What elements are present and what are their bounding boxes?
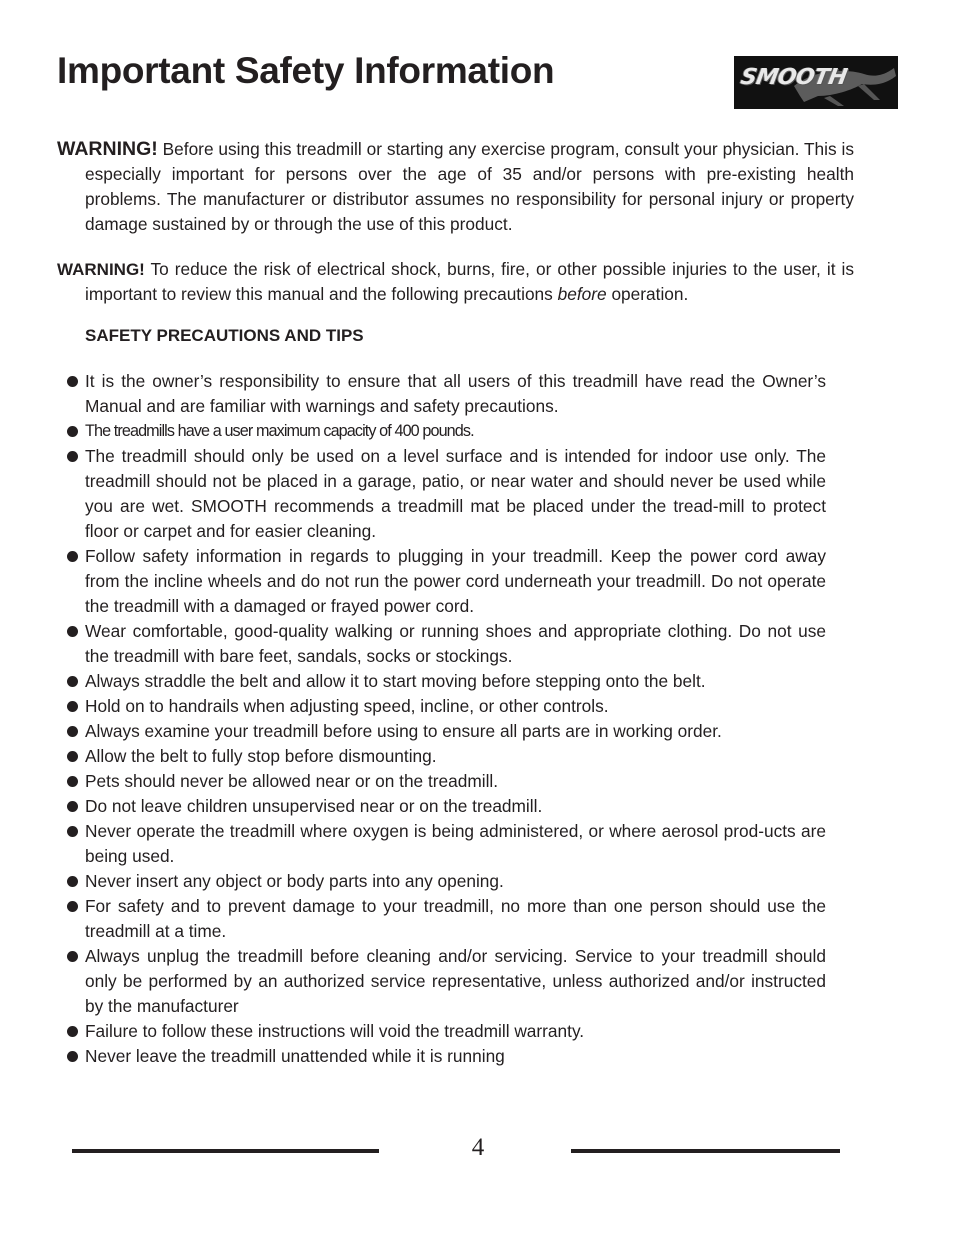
tip-text: Always straddle the belt and allow it to start moving before stepping onto the belt.	[85, 671, 706, 691]
tip-text: Do not leave children unsupervised near or on the treadmill.	[85, 796, 543, 816]
tip-text: Always examine your treadmill before using to ensure all parts are in working order.	[85, 721, 722, 741]
page-number: 4	[471, 1134, 485, 1161]
bullet-icon	[67, 826, 78, 837]
bullet-icon	[67, 676, 78, 687]
list-item	[66, 1019, 826, 1044]
tip-text: Never leave the treadmill unattended while it is running	[85, 1046, 505, 1066]
list-item	[66, 744, 826, 769]
warning-emphasis: before	[557, 284, 607, 304]
footer-rule-right	[571, 1149, 840, 1153]
smooth-logo	[734, 56, 898, 109]
warning-text: To reduce the risk of electrical shock, burns, fire, or other possible injuries to the user, it is important to review this manual and the following precautions	[85, 259, 854, 304]
tip-text: The treadmills have a user maximum capacity of 400 pounds.	[85, 422, 474, 440]
bullet-icon	[67, 751, 78, 762]
bullet-icon	[67, 701, 78, 712]
logo-text: SMOOTH	[738, 65, 849, 90]
bullet-icon	[67, 551, 78, 562]
list-item	[66, 669, 826, 694]
warning-electrical	[57, 257, 854, 307]
warning-general	[57, 137, 854, 237]
safety-tips-list	[66, 369, 826, 1069]
list-item	[66, 1044, 826, 1069]
list-item	[66, 694, 826, 719]
bullet-icon	[67, 1051, 78, 1062]
tip-text: Allow the belt to fully stop before dismounting.	[85, 746, 437, 766]
tip-text: Never operate the treadmill where oxygen is being administered, or where aerosol prod-ucts are being used.	[85, 821, 826, 866]
bullet-icon	[67, 626, 78, 637]
tip-text: It is the owner’s responsibility to ensure that all users of this treadmill have read the Owner’s Manual and are familiar with warnings and safety precautions.	[85, 371, 826, 416]
page-title: Important Safety Information	[57, 50, 555, 91]
tip-text: Failure to follow these instructions will void the treadmill warranty.	[85, 1021, 585, 1041]
footer-rule-left	[72, 1149, 379, 1153]
bullet-icon	[67, 876, 78, 887]
list-item	[66, 369, 826, 419]
list-item	[66, 869, 826, 894]
warning-label: WARNING!	[57, 138, 158, 160]
tip-text: The treadmill should only be used on a level surface and is intended for indoor use only. The treadmill should not be placed in a garage, patio, or near water and should never be used while you are wet. SMOOTH recommends a treadmill mat be placed under the tread-mill to protect floor or carpet and for easier cleaning.	[85, 446, 826, 541]
bullet-icon	[67, 901, 78, 912]
bullet-icon	[67, 726, 78, 737]
section-heading: SAFETY PRECAUTIONS AND TIPS	[85, 326, 364, 345]
tip-text: Pets should never be allowed near or on the treadmill.	[85, 771, 499, 791]
bullet-icon	[67, 776, 78, 787]
list-item	[66, 769, 826, 794]
list-item	[66, 944, 826, 1019]
tip-text: Wear comfortable, good-quality walking or running shoes and appropriate clothing. Do not use the treadmill with bare feet, sandals, socks or stockings.	[85, 621, 826, 666]
warning-text-end: operation.	[606, 284, 689, 304]
tip-text: Follow safety information in regards to plugging in your treadmill. Keep the power cord away from the incline wheels and do not run the power cord underneath your treadmill. Do not operate the treadmill with a damaged or frayed power cord.	[85, 546, 826, 616]
list-item	[66, 794, 826, 819]
bullet-icon	[67, 451, 78, 462]
bullet-icon	[67, 426, 78, 437]
list-item	[66, 619, 826, 669]
warning-label: WARNING!	[57, 260, 145, 279]
tip-text: Always unplug the treadmill before cleaning and/or servicing. Service to your treadmill should only be performed by an authorized service representative, unless authorized and/or instructed by the manufacturer	[85, 946, 826, 1016]
list-item	[66, 894, 826, 944]
list-item	[66, 444, 826, 544]
list-item	[66, 719, 826, 744]
warning-text: Before using this treadmill or starting any exercise program, consult your physician. This is especially important for persons over the age of 35 and/or persons with pre-existing health problems. The manufacturer or distributor assumes no responsibility for personal injury or property damage sustained by or through the use of this product.	[85, 139, 854, 234]
bullet-icon	[67, 376, 78, 387]
bullet-icon	[67, 951, 78, 962]
bullet-icon	[67, 801, 78, 812]
tip-text: Never insert any object or body parts into any opening.	[85, 871, 504, 891]
list-item	[66, 419, 826, 444]
list-item	[66, 544, 826, 619]
bullet-icon	[67, 1026, 78, 1037]
tip-text: Hold on to handrails when adjusting speed, incline, or other controls.	[85, 696, 609, 716]
tip-text: For safety and to prevent damage to your treadmill, no more than one person should use the treadmill at a time.	[85, 896, 826, 941]
list-item	[66, 819, 826, 869]
